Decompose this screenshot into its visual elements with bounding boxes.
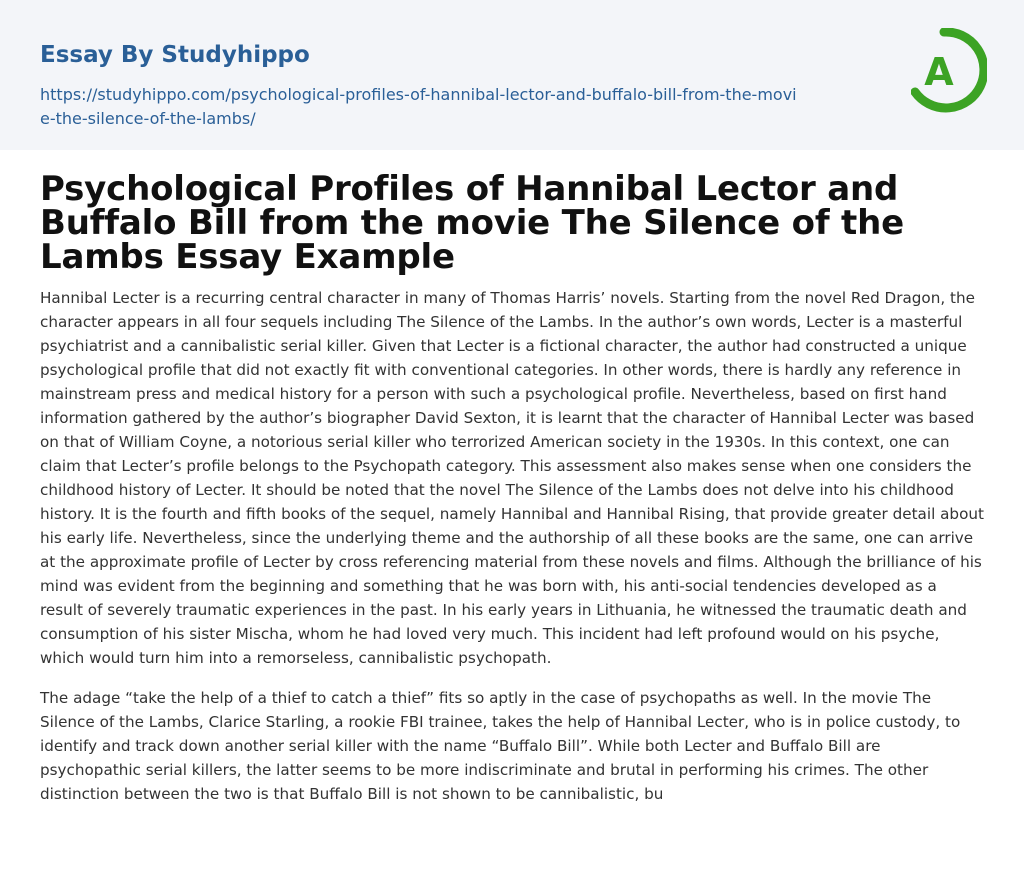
source-url-link[interactable]: https://studyhippo.com/psychological-profiles-of-hannibal-lector-and-buffalo-bill-from-the-movie-the-silence-of-the-lambs/ — [40, 85, 797, 128]
site-header — [0, 0, 1024, 150]
essay-paragraph: The adage “take the help of a thief to catch a thief” fits so aptly in the case of psychopaths as well. In the movie The Silence of the Lambs, Clarice Starling, a rookie FBI trainee, takes the help of Hannibal Lecter, who is in police custody, to identify and track down another serial killer with the name “Buffalo Bill”. While both Lecter and Buffalo Bill are psychopathic serial killers, the latter seems to be more indiscriminate and brutal in performing his crimes. The other distinction between the two is that Buffalo Bill is not shown to be cannibalistic, bu — [40, 689, 961, 803]
essay-paragraph: Hannibal Lecter is a recurring central character in many of Thomas Harris’ novels. Starting from the novel Red Dragon, the character appears in all four sequels including The Silence of the Lambs. In the author’s own words, Lecter is a masterful psychiatrist and a cannibalistic serial killer. Given that Lecter is a fictional character, the author had constructed a unique psychological profile that did not exactly fit with conventional categories. In other words, there is hardly any reference in mainstream press and medical history for a person with such a psychological profile. Nevertheless, based on first hand information gathered by the author’s biographer David Sexton, it is learnt that the character of Hannibal Lecter was based on that of William Coyne, a notorious serial killer who terrorized American society in the 1930s. In this context, one can claim that Lecter’s profile belongs to the Psychopath category. This assessment also makes sense when one considers the childhood history of Lecter. It should be noted that the novel The Silence of the Lambs does not delve into his childhood history. It is the fourth and fifth books of the sequel, namely Hannibal and Hannibal Rising, that provide greater detail about his early life. Nevertheless, since the underlying theme and the authorship of all these books are the same, one can arrive at the approximate profile of Lecter by cross referencing material from these novels and films. Although the brilliance of his mind was evident from the beginning and something that he was born with, his anti-social tendencies developed as a result of severely traumatic experiences in the past. In his early years in Lithuania, he witnessed the traumatic death and consumption of his sister Mischa, whom he had loved very much. This incident had left profound would on his psyche, which would turn him into a remorseless, cannibalistic psychopath. — [40, 289, 984, 667]
essay-title: Psychological Profiles of Hannibal Lector and Buffalo Bill from the movie The Silence of the Lambs Essay Example — [40, 169, 904, 277]
logo-letter: A — [924, 50, 954, 94]
site-brand[interactable]: Essay By Studyhippo — [40, 42, 310, 68]
essay-content — [0, 169, 1024, 806]
studyhippo-logo-icon[interactable] — [911, 28, 987, 116]
